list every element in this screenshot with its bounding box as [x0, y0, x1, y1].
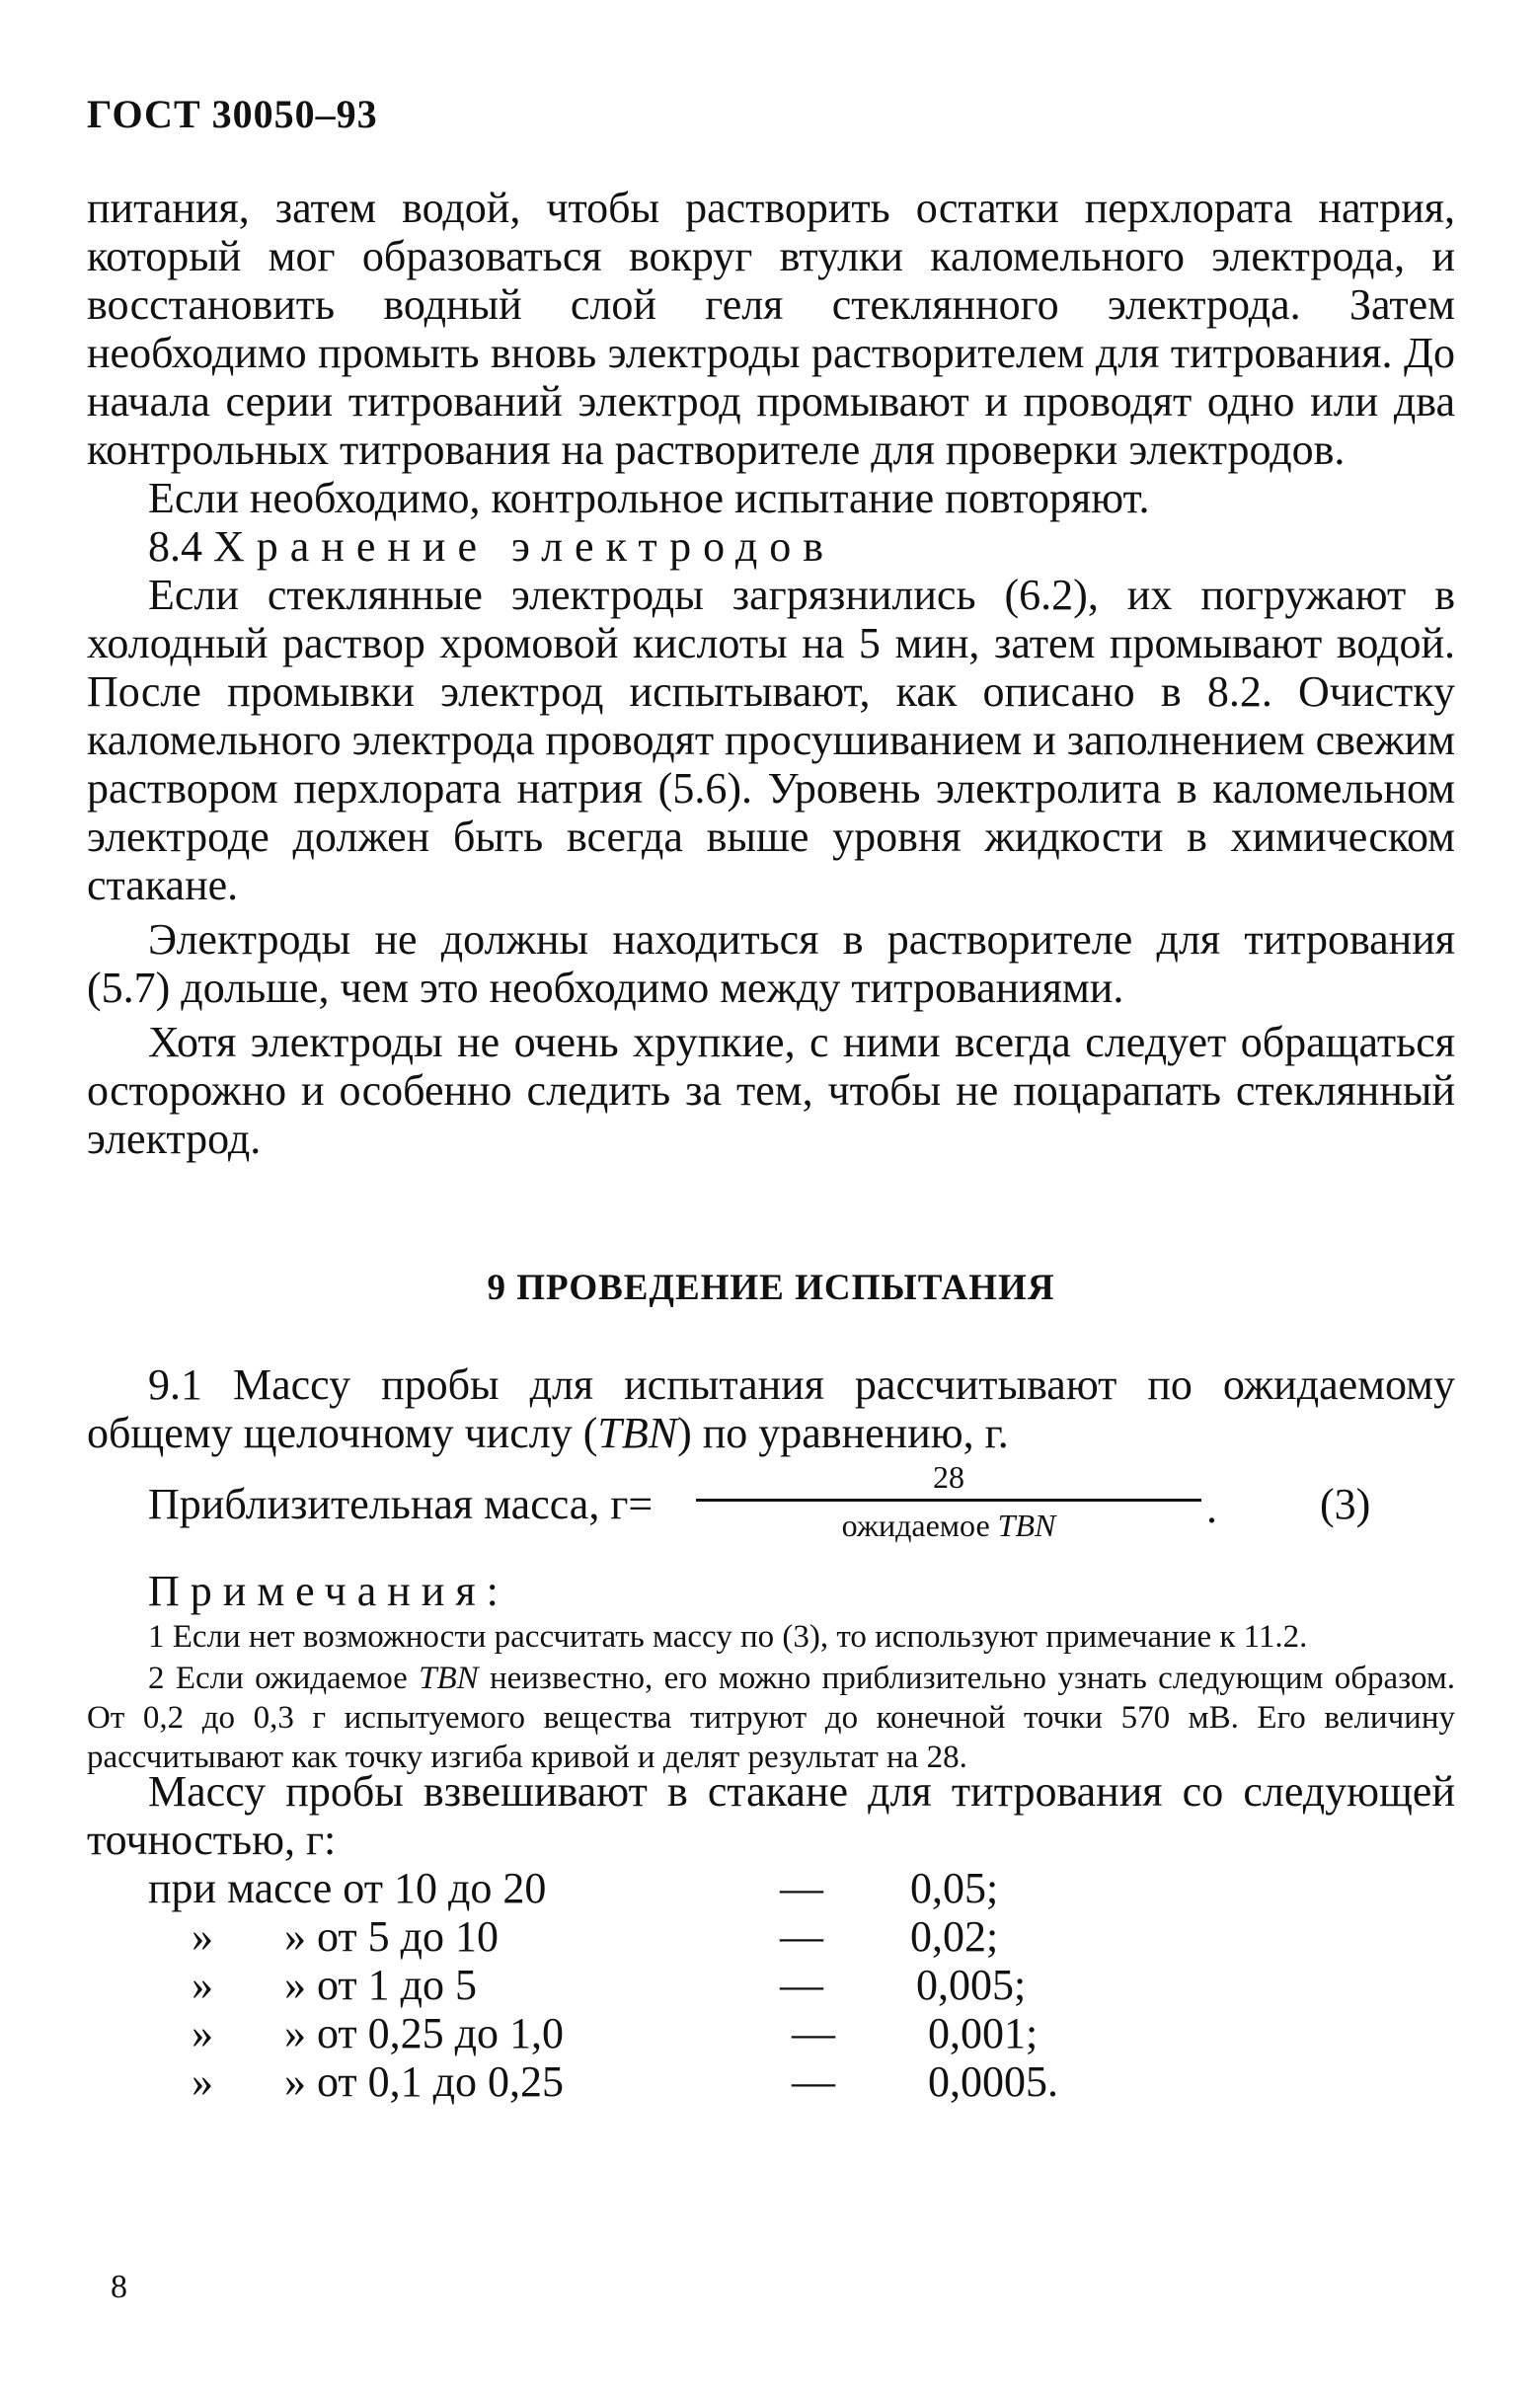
document-header: ГОСТ 30050–93 [87, 92, 378, 136]
formula-3 [148, 1459, 1431, 1568]
paragraph-cleaning: Если стеклянные электроды загрязнились (6.2), их погружают в холодный раствор хромовой кислоты на 5 мин, затем промывают водой. После промывки электрод испытывают, как описано в 8.2. Очистку каломельного электрода проводят просушиванием и заполнением свежим раствором перхлората натрия (5.6). Уровень электролита в каломельном электроде должен быть всегда выше уровня жидкости в химическом стакане. [87, 571, 1455, 909]
denominator-var: TBN [997, 1508, 1056, 1543]
formula-trail: . [1206, 1484, 1217, 1532]
row-range: » от 1 до 5 [284, 1961, 478, 2009]
page-number: 8 [111, 2269, 127, 2305]
subsection-heading [87, 522, 1455, 571]
paragraph-9-1 [87, 1360, 1455, 1457]
paragraph-solvent: Электроды не должны находиться в растворителе для титрования (5.7) дольше, чем это необходимо между титрованиями. [87, 915, 1455, 1012]
paragraph-control-test: Если необходимо, контрольное испытание повторяют. [148, 474, 1150, 522]
precision-intro-block [87, 1767, 1455, 1864]
row-label: » [192, 2057, 213, 2106]
row-dash: — [780, 1912, 823, 1961]
paragraph-handling: Хотя электроды не очень хрупкие, с ними всегда следует обращаться осторожно и особенно следить за тем, чтобы не поцарапать стеклянный электрод. [87, 1018, 1455, 1163]
note-1: 1 Если нет возможности рассчитать массу по (3), то используют примечание к 11.2. [148, 1619, 1308, 1655]
row-value: 0,05; [910, 1864, 999, 1912]
clause-9-1 [87, 1360, 1455, 1457]
notes-title: Примечания: [148, 1567, 509, 1615]
row-value: 0,0005. [928, 2057, 1058, 2106]
row-dash: — [780, 1864, 823, 1912]
section-title: 9 ПРОВЕДЕНИЕ ИСПЫТАНИЯ [487, 1268, 1055, 1308]
equation-number: (3) [1320, 1480, 1371, 1528]
p91-after: ) по уравнению, г. [677, 1409, 1009, 1457]
paragraph-continued: питания, затем водой, чтобы растворить остатки перхлората натрия, который мог образоваться вокруг втулки каломельного электрода, и восстановить водный слой геля стеклянного электрода. Затем необходимо промыть вновь электроды растворителем для титрования. До начала серии титрований электрод промывают и проводят одно или два контрольных титрования на растворителе для проверки электродов. [87, 184, 1455, 474]
row-range: » от 0,25 до 1,0 [284, 2009, 565, 2057]
formula-lhs: Приблизительная масса, г= [148, 1480, 654, 1528]
row-label: » [192, 1961, 213, 2009]
row-label: » [192, 2009, 213, 2057]
note2-before: 2 Если ожидаемое [148, 1661, 420, 1696]
row-dash: — [792, 2009, 835, 2057]
row-value: 0,02; [910, 1912, 999, 1961]
note-2 [87, 1659, 1455, 1777]
denominator-text: ожидаемое [841, 1508, 998, 1543]
row-label: при массе от 10 до 20 [148, 1864, 547, 1912]
note2-after: неизвестно, его можно приблизительно узнать следующим образом. От 0,2 до 0,3 г испытуемого вещества титруют до конечной точки 570 мВ. Его величину рассчитывают как точку изгиба кривой и делят результат на 28. [87, 1661, 1456, 1775]
subsection-number: 8.4 [148, 522, 202, 571]
formula-denominator [696, 1508, 1201, 1543]
precision-intro: Массу пробы взвешивают в стакане для титрования со следующей точностью, г: [87, 1767, 1455, 1864]
row-range: » от 0,1 до 0,25 [284, 2057, 565, 2106]
row-range: » от 5 до 10 [284, 1912, 500, 1961]
subsection-title: Хранение электродов [213, 522, 836, 571]
row-value: 0,001; [928, 2009, 1039, 2057]
formula-fraction [696, 1459, 1201, 1543]
p91-before: 9.1 Массу пробы для испытания рассчитывают по ожидаемому общему щелочному числу ( [87, 1360, 1455, 1457]
row-dash: — [792, 2057, 835, 2106]
row-value: 0,005; [916, 1961, 1027, 2009]
fraction-bar [696, 1499, 1201, 1502]
note2-var: TBN [419, 1661, 479, 1696]
row-label: » [192, 1912, 213, 1961]
top-paragraphs [87, 184, 1455, 1163]
row-dash: — [780, 1961, 823, 2009]
formula-numerator: 28 [933, 1459, 964, 1495]
p91-var: TBN [597, 1409, 678, 1457]
